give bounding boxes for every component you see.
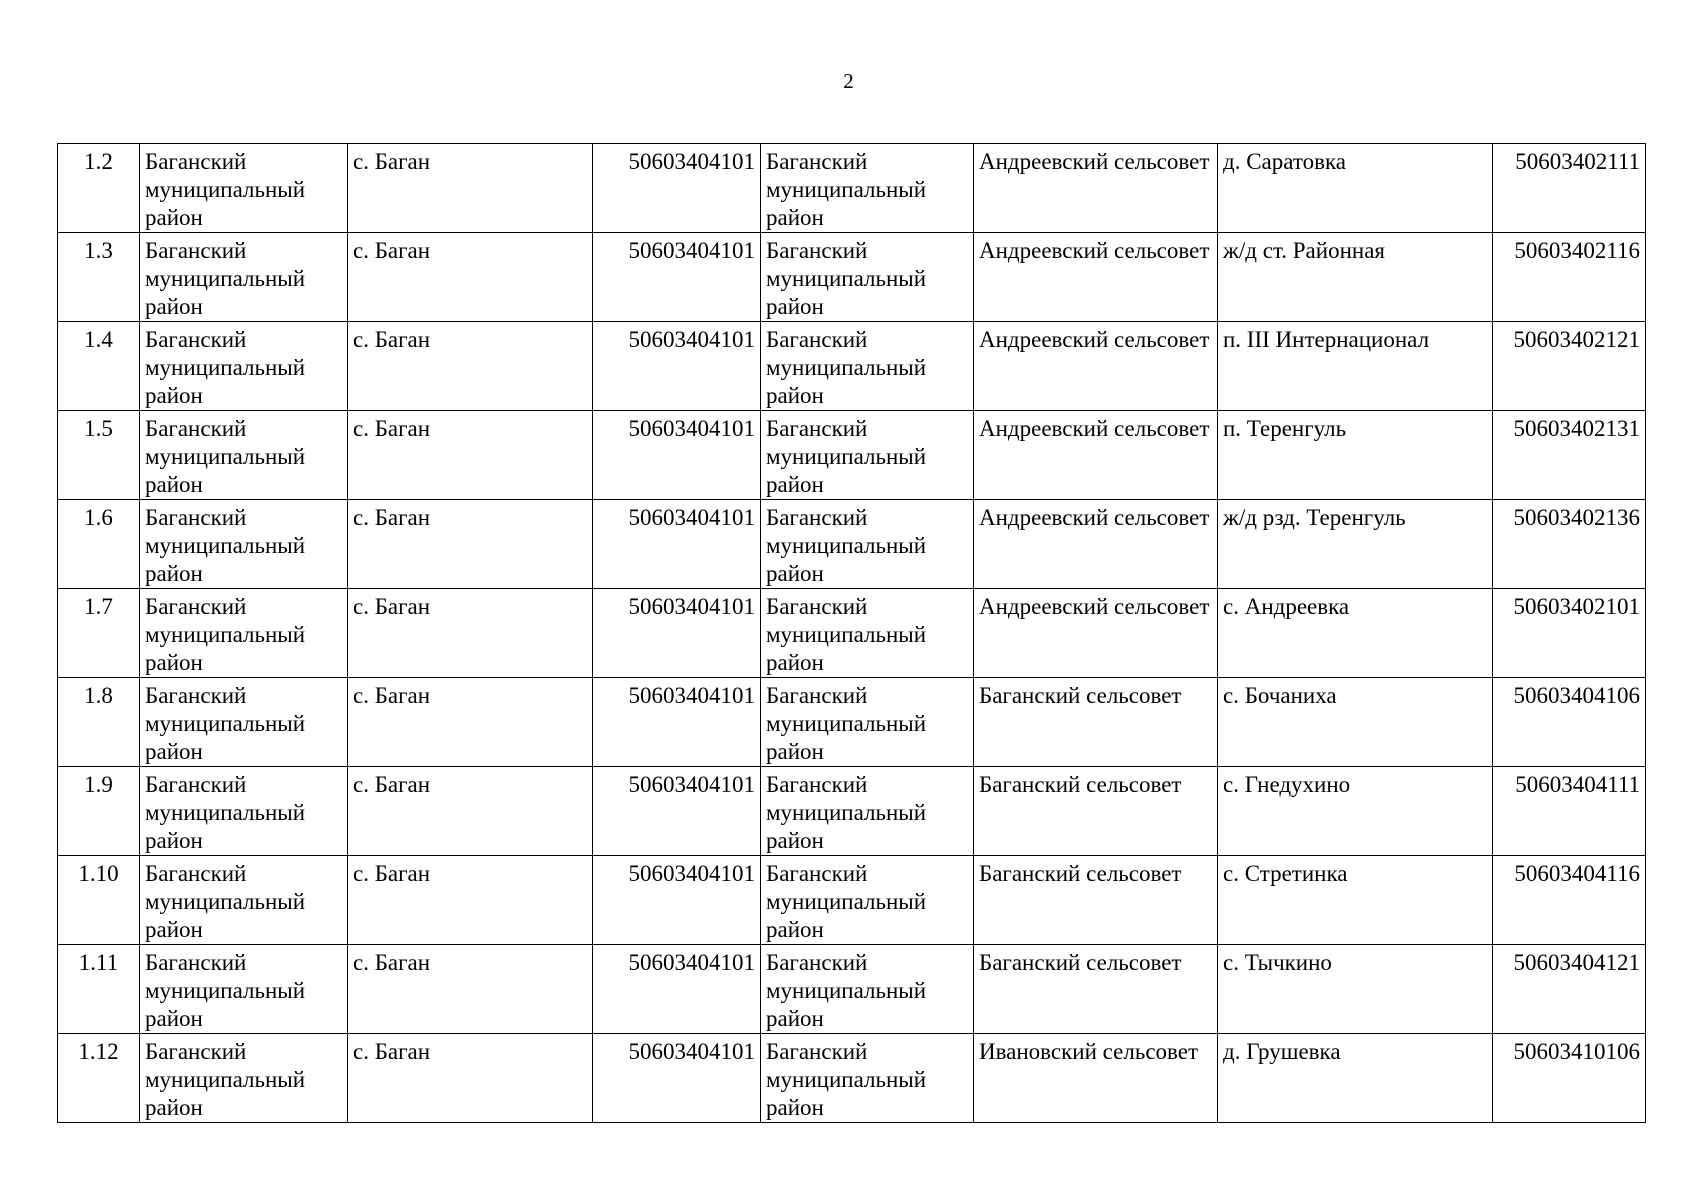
- admin-center-cell: с. Баган: [348, 411, 593, 500]
- locality-code-cell: 50603404121: [1493, 945, 1646, 1034]
- table-row: [58, 411, 1646, 500]
- settlement-cell: Андреевский сельсовет: [974, 144, 1218, 233]
- table-row: [58, 589, 1646, 678]
- locality-cell: ж/д ст. Районная: [1218, 233, 1493, 322]
- table-row: [58, 144, 1646, 233]
- table-row: [58, 233, 1646, 322]
- settlement-cell: Андреевский сельсовет: [974, 500, 1218, 589]
- locality-cell: с. Андреевка: [1218, 589, 1493, 678]
- admin-center-cell: с. Баган: [348, 678, 593, 767]
- admin-center-cell: с. Баган: [348, 1034, 593, 1123]
- admin-center-code-cell: 50603404101: [593, 233, 761, 322]
- admin-center-cell: с. Баган: [348, 945, 593, 1034]
- row-number-cell: 1.3: [58, 233, 140, 322]
- locality-code-cell: 50603404106: [1493, 678, 1646, 767]
- municipal-district-cell: Баганский муниципальный район: [761, 678, 974, 767]
- row-number-cell: 1.6: [58, 500, 140, 589]
- locality-code-cell: 50603402116: [1493, 233, 1646, 322]
- admin-center-code-cell: 50603404101: [593, 322, 761, 411]
- municipal-district-cell: Баганский муниципальный район: [761, 1034, 974, 1123]
- district-cell: Баганский муниципальный район: [140, 500, 348, 589]
- admin-center-cell: с. Баган: [348, 322, 593, 411]
- settlement-cell: Баганский сельсовет: [974, 678, 1218, 767]
- row-number-cell: 1.4: [58, 322, 140, 411]
- admin-center-cell: с. Баган: [348, 500, 593, 589]
- locality-code-cell: 50603402101: [1493, 589, 1646, 678]
- locality-code-cell: 50603404116: [1493, 856, 1646, 945]
- admin-center-code-cell: 50603404101: [593, 144, 761, 233]
- admin-center-code-cell: 50603404101: [593, 411, 761, 500]
- locality-code-cell: 50603404111: [1493, 767, 1646, 856]
- row-number-cell: 1.12: [58, 1034, 140, 1123]
- row-number-cell: 1.9: [58, 767, 140, 856]
- table-row: [58, 856, 1646, 945]
- admin-center-code-cell: 50603404101: [593, 767, 761, 856]
- admin-center-code-cell: 50603404101: [593, 500, 761, 589]
- locality-code-cell: 50603402111: [1493, 144, 1646, 233]
- locality-code-cell: 50603402136: [1493, 500, 1646, 589]
- locality-cell: с. Гнедухино: [1218, 767, 1493, 856]
- locality-code-cell: 50603410106: [1493, 1034, 1646, 1123]
- admin-center-code-cell: 50603404101: [593, 678, 761, 767]
- locality-cell: п. III Интернационал: [1218, 322, 1493, 411]
- settlements-table: [57, 143, 1646, 1123]
- settlement-cell: Баганский сельсовет: [974, 767, 1218, 856]
- admin-center-cell: с. Баган: [348, 589, 593, 678]
- settlement-cell: Андреевский сельсовет: [974, 233, 1218, 322]
- district-cell: Баганский муниципальный район: [140, 322, 348, 411]
- table-row: [58, 322, 1646, 411]
- admin-center-cell: с. Баган: [348, 144, 593, 233]
- table-body: [58, 144, 1646, 1123]
- page-number: 2: [843, 69, 854, 93]
- district-cell: Баганский муниципальный район: [140, 144, 348, 233]
- municipal-district-cell: Баганский муниципальный район: [761, 500, 974, 589]
- locality-cell: д. Саратовка: [1218, 144, 1493, 233]
- table-row: [58, 767, 1646, 856]
- municipal-district-cell: Баганский муниципальный район: [761, 233, 974, 322]
- table-row: [58, 1034, 1646, 1123]
- locality-cell: д. Грушевка: [1218, 1034, 1493, 1123]
- locality-cell: с. Тычкино: [1218, 945, 1493, 1034]
- row-number-cell: 1.10: [58, 856, 140, 945]
- row-number-cell: 1.5: [58, 411, 140, 500]
- admin-center-cell: с. Баган: [348, 856, 593, 945]
- locality-code-cell: 50603402131: [1493, 411, 1646, 500]
- municipal-district-cell: Баганский муниципальный район: [761, 945, 974, 1034]
- admin-center-code-cell: 50603404101: [593, 1034, 761, 1123]
- settlement-cell: Баганский сельсовет: [974, 856, 1218, 945]
- district-cell: Баганский муниципальный район: [140, 411, 348, 500]
- admin-center-code-cell: 50603404101: [593, 589, 761, 678]
- district-cell: Баганский муниципальный район: [140, 945, 348, 1034]
- row-number-cell: 1.7: [58, 589, 140, 678]
- row-number-cell: 1.2: [58, 144, 140, 233]
- settlement-cell: Андреевский сельсовет: [974, 589, 1218, 678]
- admin-center-code-cell: 50603404101: [593, 945, 761, 1034]
- municipal-district-cell: Баганский муниципальный район: [761, 856, 974, 945]
- district-cell: Баганский муниципальный район: [140, 589, 348, 678]
- table-row: [58, 945, 1646, 1034]
- table-row: [58, 678, 1646, 767]
- district-cell: Баганский муниципальный район: [140, 678, 348, 767]
- municipal-district-cell: Баганский муниципальный район: [761, 589, 974, 678]
- municipal-district-cell: Баганский муниципальный район: [761, 322, 974, 411]
- district-cell: Баганский муниципальный район: [140, 856, 348, 945]
- table-row: [58, 500, 1646, 589]
- locality-cell: п. Теренгуль: [1218, 411, 1493, 500]
- district-cell: Баганский муниципальный район: [140, 233, 348, 322]
- settlement-cell: Андреевский сельсовет: [974, 322, 1218, 411]
- locality-cell: с. Бочаниха: [1218, 678, 1493, 767]
- municipal-district-cell: Баганский муниципальный район: [761, 411, 974, 500]
- municipal-district-cell: Баганский муниципальный район: [761, 144, 974, 233]
- admin-center-cell: с. Баган: [348, 767, 593, 856]
- locality-cell: с. Стретинка: [1218, 856, 1493, 945]
- settlement-cell: Баганский сельсовет: [974, 945, 1218, 1034]
- settlement-cell: Ивановский сельсовет: [974, 1034, 1218, 1123]
- admin-center-code-cell: 50603404101: [593, 856, 761, 945]
- locality-cell: ж/д рзд. Теренгуль: [1218, 500, 1493, 589]
- row-number-cell: 1.8: [58, 678, 140, 767]
- district-cell: Баганский муниципальный район: [140, 1034, 348, 1123]
- locality-code-cell: 50603402121: [1493, 322, 1646, 411]
- district-cell: Баганский муниципальный район: [140, 767, 348, 856]
- row-number-cell: 1.11: [58, 945, 140, 1034]
- municipal-district-cell: Баганский муниципальный район: [761, 767, 974, 856]
- admin-center-cell: с. Баган: [348, 233, 593, 322]
- settlement-cell: Андреевский сельсовет: [974, 411, 1218, 500]
